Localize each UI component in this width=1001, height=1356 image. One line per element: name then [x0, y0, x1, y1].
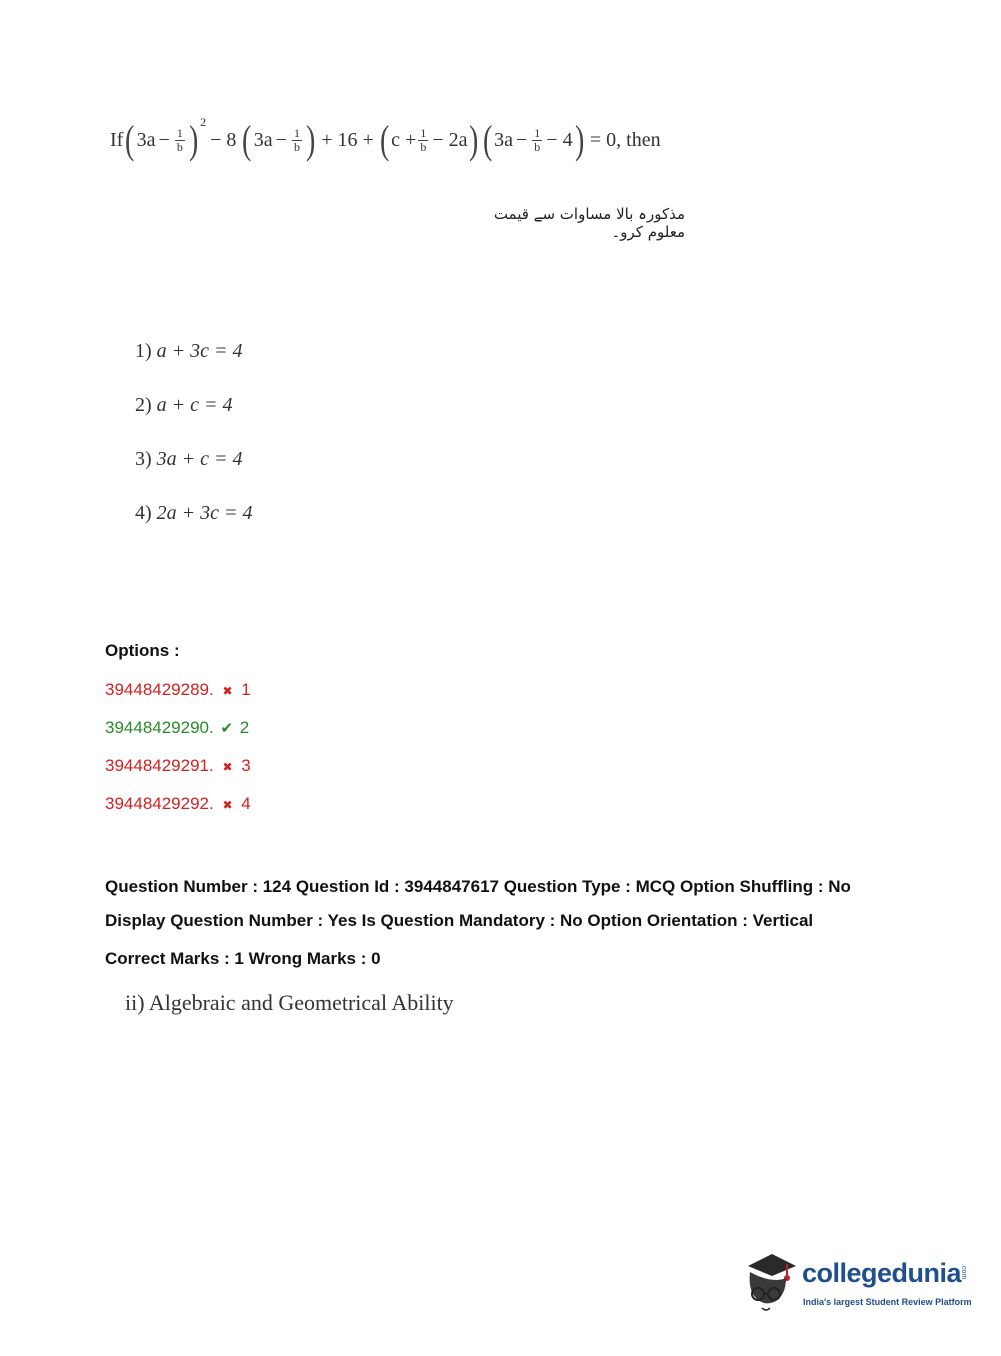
term-minus-4: − 4	[546, 128, 573, 151]
fraction-1-over-b: $\frac{1}{b}$	[176, 125, 183, 154]
logo-tagline: India's largest Student Review Platform	[803, 1297, 972, 1307]
choice-4: 4) 2a + 3c = 4	[135, 502, 253, 524]
mascot-icon	[742, 1250, 800, 1312]
cross-icon: ✖	[222, 684, 233, 698]
term-c: c +	[391, 128, 417, 151]
urdu-instruction: مذکورہ بالا مساوات سے قیمت معلوم کرو۔	[493, 205, 685, 241]
question-equation: If ( 3a − $\frac{1}{b}$ ) 2 − 8 ( 3a − $\frac{1}{b}$ ) + 16 + ( c + $\frac{1}{b}$ − 2a ) ( 3a − $\frac{1}{b}$ − 4 ) = 0, then	[110, 114, 661, 162]
question-meta-line-1: Question Number : 124 Question Id : 3944847617 Question Type : MCQ Option Shuffling : No	[105, 877, 851, 896]
equation-suffix: = 0, then	[589, 128, 661, 151]
option-row-4: 39448429292. ✖ 4	[105, 794, 251, 813]
cross-icon: ✖	[222, 798, 233, 812]
term-plus-16: + 16 +	[321, 128, 374, 151]
term-3a: 3a	[136, 128, 156, 151]
equation-prefix: If	[110, 128, 124, 151]
term-minus-8: − 8	[210, 128, 237, 151]
section-title: ii) Algebraic and Geometrical Ability	[125, 990, 454, 1015]
collegedunia-logo	[742, 1250, 972, 1320]
logo-name: collegedunia	[802, 1258, 962, 1288]
option-row-1: 39448429289. ✖ 1	[105, 680, 251, 699]
exponent-2: 2	[200, 114, 207, 129]
choice-2: 2) a + c = 4	[135, 394, 233, 416]
check-icon: ✔	[220, 720, 234, 737]
question-meta-line-3: Correct Marks : 1 Wrong Marks : 0	[105, 949, 381, 968]
cross-icon: ✖	[222, 760, 233, 774]
term-minus: −	[158, 128, 170, 151]
question-meta-line-2: Display Question Number : Yes Is Question Mandatory : No Option Orientation : Vertical	[105, 911, 814, 930]
logo-com: .com	[960, 1264, 967, 1280]
choice-3: 3) 3a + c = 4	[135, 448, 243, 470]
choice-1: 1) a + 3c = 4	[135, 340, 243, 362]
option-row-3: 39448429291. ✖ 3	[105, 756, 251, 775]
term-minus-2a: − 2a	[432, 128, 468, 151]
options-heading: Options :	[105, 641, 180, 660]
option-row-2: 39448429290. ✔ 2	[105, 718, 250, 737]
